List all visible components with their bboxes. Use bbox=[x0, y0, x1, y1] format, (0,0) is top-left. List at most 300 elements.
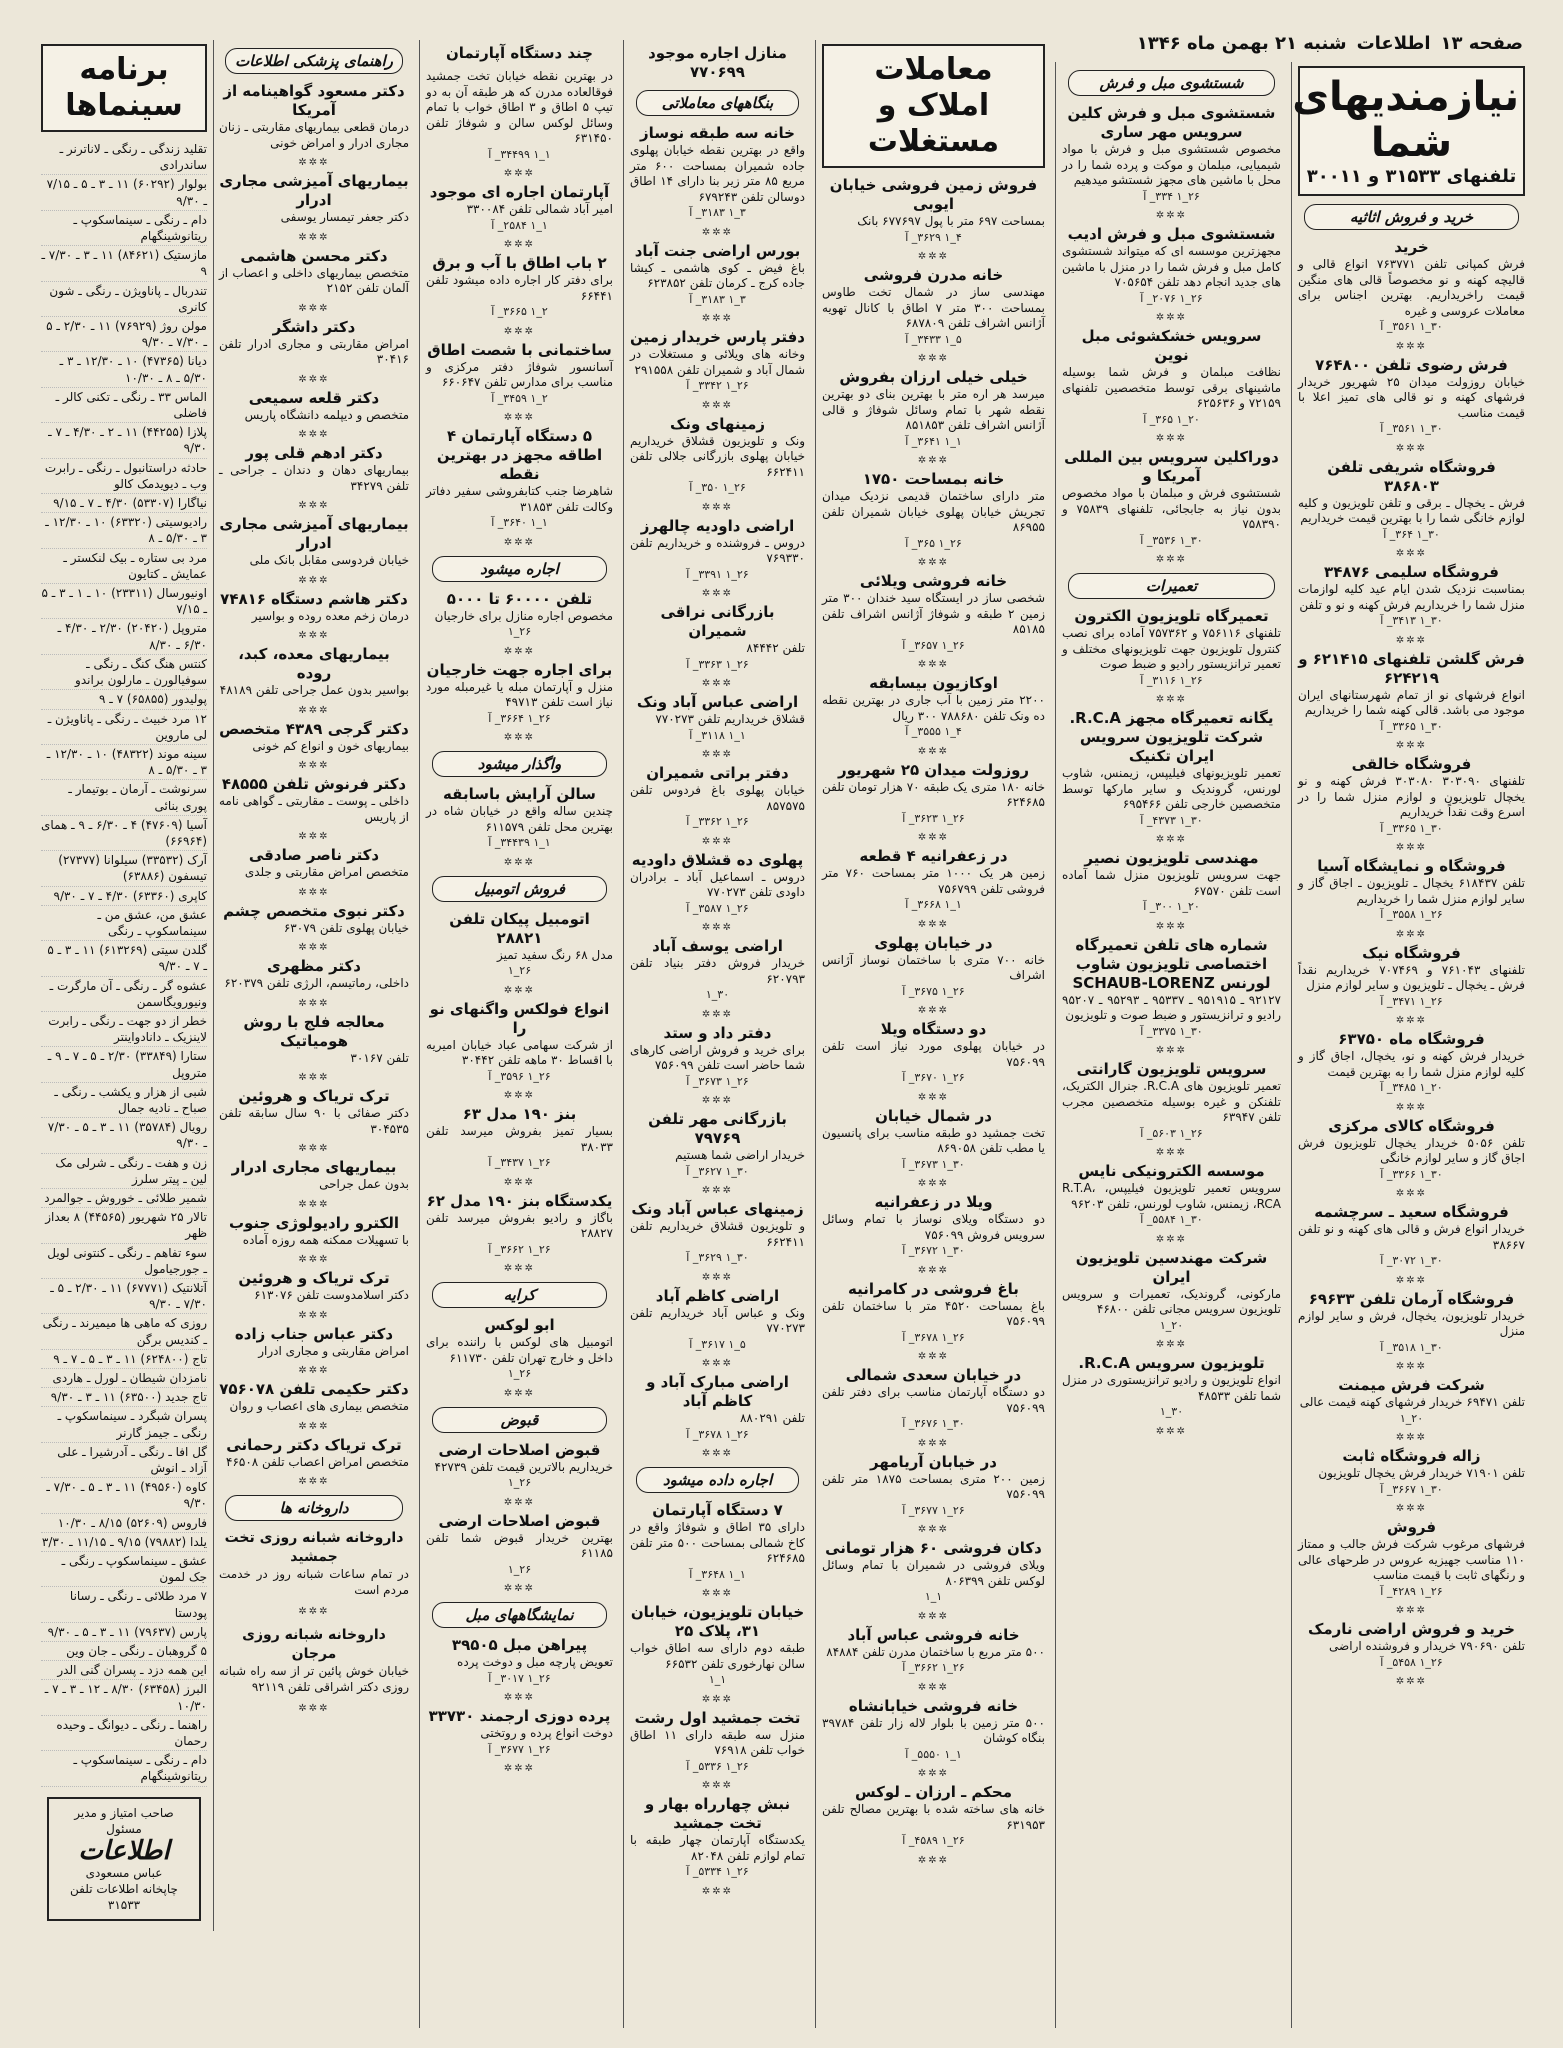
classified-ad bbox=[1298, 1030, 1525, 1096]
ad-title: سرویس خشکشوئی مبل نوین bbox=[1081, 327, 1262, 364]
medical-cinema-split bbox=[41, 40, 409, 1931]
column-land bbox=[623, 40, 811, 2028]
ad-separator: ✲✲✲ bbox=[298, 886, 330, 898]
ad-separator: ✲✲✲ bbox=[917, 1610, 950, 1622]
cinema-line: مرد بی ستاره ـ بیک لنکستر ـ عمایش ـ کتایون bbox=[41, 549, 207, 584]
ad-separator: ✲✲✲ bbox=[1155, 694, 1188, 705]
ad-title: دوراکلین سرویس بین المللی آمریکا و bbox=[1064, 448, 1279, 485]
ad-title: ابو لوکس bbox=[484, 1316, 555, 1334]
ad-body: ویلای فروشی در شمیران با تمام وسائل لوکس تلفن ۸۰۶۳۹۹ bbox=[822, 1558, 1045, 1588]
ad-separator: ✲✲✲ bbox=[917, 1768, 950, 1779]
ad-separator: ✲✲✲ bbox=[1395, 740, 1428, 751]
ad-body: نظافت مبلمان و فرش شما بوسیله ماشینهای برقی توسط متخصصین تلفنهای ۷۲۱۵۹ و ۶۲۵۶۳۶ bbox=[1062, 365, 1281, 410]
section-title-rent: اجاره میشود bbox=[432, 556, 607, 582]
cinema-line: روزی که ماهی ها میمیرند ـ رنگی ـ کندیس برگن bbox=[41, 1314, 207, 1349]
cinema-line: گلدن سیتی (۶۱۳۲۶۹) ۱۱ ـ ۳ ـ ۵ ـ ۷ ـ ۹/۳۰ bbox=[41, 941, 207, 976]
ad-body: شستشوی فرش و مبلمان با مواد مخصوص بدون نیاز به جابجائی، تلفنهای ۷۵۸۳۹ و ۷۵۸۳۹۰ bbox=[1062, 486, 1281, 531]
ad-code: ۲۶_۱ ۳۴۷۱_ آ bbox=[1380, 994, 1443, 1008]
ad-title: بازرگانی نراقی شمیران bbox=[660, 603, 775, 640]
ad-separator: ✲✲✲ bbox=[503, 1176, 536, 1188]
ad-title: خانه فروشی خیابانشاه bbox=[848, 1696, 1019, 1715]
cinema-line: تقلید زندگی ـ رنگی ـ لاناترنر ـ ساندرادی bbox=[41, 140, 207, 175]
cinema-line: عشوه گر ـ رنگی ـ آن مارگرت ـ ونیورویگاسمن bbox=[41, 977, 207, 1012]
ad-code: ۱_۱ ۳۶۴۰_ آ bbox=[491, 516, 548, 529]
ad-title: بیماریهای آمیزشی مجاری ادرار bbox=[219, 172, 409, 209]
cinema-line: پارس (۷۹۶۳۷) ۱۱ ـ ۳ ـ ۵ ـ ۹/۳۰ bbox=[41, 1623, 207, 1642]
section-title-furniture: نمایشگاههای مبل bbox=[432, 1602, 607, 1628]
ad-title: فروشگاه کالای مرکزی bbox=[1328, 1116, 1495, 1135]
cinema-line: پسران شبگرد ـ سینماسکوپ ـ رنگی ـ جیمز گارنر bbox=[41, 1407, 207, 1442]
ad-separator: ✲✲✲ bbox=[1155, 312, 1188, 323]
ad-title: خانه فروشی عباس آباد bbox=[847, 1625, 1020, 1644]
ad-separator: ✲✲✲ bbox=[1395, 1015, 1428, 1026]
ad-separator: ✲✲✲ bbox=[917, 918, 950, 930]
ad-separator: ✲✲✲ bbox=[701, 1693, 734, 1705]
ad-code: ۲۶_۱ ۳۵۸۷_ آ bbox=[686, 901, 749, 915]
cinema-line: تندربال ـ پاناویژن ـ رنگی ـ شون کانری bbox=[41, 282, 207, 317]
ad-separator: ✲✲✲ bbox=[503, 856, 536, 868]
classified-ad bbox=[1298, 1203, 1525, 1269]
ad-body: داخلی، رماتیسم، الرژی تلفن ۶۲۰۳۷۹ bbox=[224, 976, 409, 990]
ad-title: دکتر مظهری bbox=[267, 957, 361, 975]
ad-code: ۲۰_۱ bbox=[1399, 1411, 1424, 1425]
ad-title: داروخانه شبانه روزی تخت جمشید bbox=[224, 1530, 404, 1565]
ad-code: ۳۰_۱ ۳۵۱۸_ آ bbox=[1380, 1340, 1443, 1354]
ad-title: داروخانه شبانه روزی مرجان bbox=[242, 1627, 386, 1662]
ad-body: ۵۰۰ متر مربع با ساختمان مدرن تلفن ۸۴۸۸۴ bbox=[826, 1644, 1045, 1659]
ad-code: ۲۰_۱ bbox=[1159, 1318, 1184, 1332]
ad-title: فرش گلشن تلفنهای ۶۲۱۴۱۵ و ۶۲۴۲۱۹ bbox=[1298, 649, 1525, 687]
ad-separator: ✲✲✲ bbox=[503, 536, 536, 548]
ad-title: خانه مدرن فروشی bbox=[863, 266, 1004, 284]
cinema-line: آتلانتیک (۶۷۷۷۱) ۱۱ ـ ۲/۳۰ ـ ۵ ـ ۷/۳۰ ـ ۹/۳۰ bbox=[41, 1279, 207, 1314]
ad-title: اتومبیل پیکان تلفن ۲۸۸۲۱ bbox=[449, 909, 590, 947]
ad-separator: ✲✲✲ bbox=[503, 645, 536, 657]
ad-separator: ✲✲✲ bbox=[1155, 1339, 1188, 1350]
ad-code: ۳۰_۱ ۳۵۶۱_ آ bbox=[1380, 320, 1443, 333]
ad-code: ۲۶_۱ bbox=[507, 1367, 532, 1380]
issue-date: شنبه ۲۱ بهمن ماه ۱۳۴۶ bbox=[1136, 32, 1347, 54]
ad-title: در زعفرانیه ۴ قطعه bbox=[859, 847, 1008, 865]
section-title-repair: تعمیرات bbox=[1068, 573, 1275, 599]
ad-body: تلفن ۸۸۰۲۹۱ bbox=[739, 1411, 805, 1425]
classified-ad bbox=[426, 1000, 613, 1085]
ad-code: ۳_۱ ۳۱۸۳_ آ bbox=[689, 206, 746, 219]
ad-code: ۲۰_۱ ۳۰۰_ آ bbox=[1143, 900, 1200, 913]
ads-list bbox=[630, 124, 805, 1459]
cinema-line: فاروس (۵۲۶۰۹) ۸/۱۵ ـ ۱۰/۳۰ bbox=[41, 1514, 207, 1533]
ad-code: ۲۶_۱ ۵۶۰۳_ آ bbox=[1140, 1126, 1203, 1140]
ad-body: زمین ۲۰۰ متری بمساحت ۱۸۷۵ متر تلفن ۷۵۶۰۹۹ bbox=[822, 1471, 1045, 1501]
ad-body: مدل ۶۸ رنگ سفید تمیز bbox=[496, 947, 613, 962]
classified-ad bbox=[1298, 857, 1525, 923]
cinema-line: زن و هفت ـ رنگی ـ شرلی مک لین ـ پیتر سلرز bbox=[41, 1154, 207, 1189]
classified-ad bbox=[630, 1024, 805, 1090]
classified-ad bbox=[630, 415, 805, 496]
ad-body: دو دستگاه ویلای نوساز با تمام وسائل سرویس فروش ۷۵۶۰۹۹ bbox=[822, 1212, 1045, 1242]
ad-body: تلفن ۳۰۱۶۷ bbox=[350, 1050, 409, 1065]
ad-body: در بهترین نقطه خیابان تخت جمشید فوقالعاده مدرن که هر طبقه آن به دو تیپ ۵ اطاق و ۳ اطاق خواب با تمام وسائل لوکس سالن و شوفاژ تلفن ۶۳۱۴۵۰ bbox=[426, 69, 613, 145]
classified-ad bbox=[426, 785, 613, 851]
ad-separator: ✲✲✲ bbox=[917, 1005, 950, 1016]
ad-code: ۵_۱ ۳۶۱۷_ آ bbox=[689, 1337, 746, 1351]
ad-code: ۲۶_۱ ۳۶۷۸_ آ bbox=[902, 1330, 965, 1344]
ad-code: ۲۶_۱ bbox=[507, 1476, 532, 1489]
ad-code: ۲۶_۱ ۳۵۹۶_ آ bbox=[488, 1069, 551, 1083]
ad-code: ۲۶_۱ ۳۴۳۷_ آ bbox=[488, 1156, 551, 1169]
ad-body: یکدستگاه آپارتمان چهار طبقه با تمام لوازم تلفن ۸۲۰۴۸ bbox=[630, 1833, 805, 1863]
ad-body: برای دفتر کار اجاره داده میشود تلفن ۶۶۴۴۱ bbox=[426, 273, 613, 303]
ad-body: انواع تلویزیون و رادیو ترانزیستوری در منزل شما تلفن ۴۸۵۳۳ bbox=[1062, 1373, 1281, 1403]
ad-code: ۲۶_۱ ۴۲۸۹_ آ bbox=[1380, 1584, 1443, 1598]
ad-code: ۳۰_۱ ۳۶۶۷_ آ bbox=[1380, 1482, 1443, 1496]
ad-body: خانه ۱۸۰ متری یک طبقه ۷۰ هزار تومان تلفن ۶۲۴۶۸۵ bbox=[822, 779, 1045, 809]
header-info bbox=[1137, 33, 1523, 54]
cinema-line: ستارا (۳۳۸۴۹) ۲/۳۰ ـ ۵ ـ ۷ ـ ۹ ـ متروپل bbox=[41, 1047, 207, 1082]
classified-ad bbox=[630, 328, 805, 394]
ad-separator: ✲✲✲ bbox=[298, 997, 330, 1009]
classified-ad bbox=[219, 515, 409, 569]
ad-separator: ✲✲✲ bbox=[917, 1091, 950, 1103]
classified-ad bbox=[822, 176, 1045, 245]
ad-separator: ✲✲✲ bbox=[1395, 1503, 1428, 1514]
ad-title: اراضی عباس آباد ونک bbox=[636, 693, 799, 711]
ad-body: خیابان خوش پائین تر از سه راه شبانه روزی دکتر اشراقی تلفن ۹۲۱۱۹ bbox=[219, 1664, 409, 1694]
ad-separator: ✲✲✲ bbox=[917, 353, 950, 364]
ad-body: تعویض پارچه مبل و دوخت پرده bbox=[457, 1655, 613, 1669]
ads-list bbox=[426, 1316, 613, 1399]
ad-title: باغ فروشی در کامرانیه bbox=[848, 1279, 1019, 1298]
classified-ad bbox=[426, 1707, 613, 1757]
ad-separator: ✲✲✲ bbox=[298, 500, 330, 511]
ad-separator: ✲✲✲ bbox=[503, 1692, 536, 1703]
ad-body: تلفن ۵۰۵۶ خریدار یخچال تلویزیون فرش اجاق گاز و سایر لوازم خانگی bbox=[1298, 1135, 1525, 1165]
ad-body: خیابان پهلوی تلفن ۶۳۰۷۹ bbox=[283, 920, 409, 935]
ads-list bbox=[426, 1636, 613, 1774]
classified-ad bbox=[1062, 936, 1281, 1040]
ad-title: قبوض اصلاحات ارضی bbox=[438, 1440, 601, 1459]
ad-body: با تسهیلات ممکنه همه روزه آماده bbox=[242, 1232, 409, 1247]
ad-separator: ✲✲✲ bbox=[503, 1496, 536, 1508]
ad-separator: ✲✲✲ bbox=[1155, 433, 1188, 444]
ad-code: ۳۰_۱ ۳۵۳۶_ آ bbox=[1140, 533, 1203, 547]
ads-list bbox=[822, 176, 1045, 1866]
ad-separator: ✲✲✲ bbox=[1155, 210, 1188, 221]
ad-title: پرده دوزی ارجمند ۳۳۷۳۰ bbox=[428, 1707, 611, 1725]
main-banner bbox=[1292, 66, 1525, 196]
logo-owner: عباس مسعودی bbox=[85, 1865, 163, 1880]
ad-body: برای خرید و فروش اراضی کارهای شما حاضر است تلفن ۷۵۶۰۹۹ bbox=[630, 1042, 805, 1072]
ad-title: در خیابان پهلوی bbox=[874, 933, 993, 952]
doctor-list bbox=[219, 82, 409, 1487]
classified-ad bbox=[822, 572, 1045, 653]
ad-body: مخصوص اجاره منازل برای خارجیان bbox=[434, 608, 613, 623]
ad-body: و تلویزیون قشلاق خریداریم تلفن ۶۶۲۴۱۱ bbox=[630, 1219, 805, 1249]
classified-ad bbox=[822, 1366, 1045, 1432]
ad-separator: ✲✲✲ bbox=[1395, 842, 1428, 853]
ad-body: ۲۲۰۰ متر زمین با آب جاری در بهترین نقطه ده ونک تلفن ۷۸۸۶۸۰ ۳۰۰ ریال bbox=[822, 693, 1045, 723]
ad-code: ۲۶_۱ ۳۶۷۷_ آ bbox=[902, 1503, 965, 1517]
ad-title: سالن آرایش باسابقه bbox=[443, 785, 596, 803]
pharmacy-banner: داروخانه ها bbox=[225, 1495, 403, 1521]
ad-separator: ✲✲✲ bbox=[298, 630, 330, 641]
ad-code: ۳۰_۱ ۳۶۷۶_ آ bbox=[902, 1417, 965, 1430]
ad-code: ۲۶_۱ ۳۱۱۶_ آ bbox=[1140, 673, 1203, 687]
classified-ad bbox=[219, 444, 409, 494]
cinema-line: کاوه (۴۹۵۶۰) ۱۱ ـ ۳ ـ ۵ ـ ۷/۳۰ ـ ۹/۳۰ bbox=[41, 1478, 207, 1513]
ad-body: داخلی ـ پوست ـ مقاربتی ـ گواهی نامه از پاریس bbox=[219, 794, 409, 824]
ad-title: دکتر عباس جناب زاده bbox=[234, 1324, 394, 1343]
classified-ad bbox=[219, 1436, 409, 1471]
cinema-line: پولیدور (۶۵۸۵۵) ۷ ـ ۹ bbox=[41, 690, 207, 709]
ad-separator: ✲✲✲ bbox=[1395, 1605, 1428, 1616]
ad-title: روزولت میدان ۲۵ شهریور bbox=[837, 760, 1030, 779]
cinema-line: مازستیک (۸۴۶۲۱) ۱۱ ـ ۳ ـ ۷/۳۰ ـ ۹ bbox=[41, 246, 207, 281]
ad-code: ۳۰_۱ ۴۳۷۳_ آ bbox=[1140, 813, 1203, 827]
ad-body: خانه های ساخته شده با بهترین مصالح تلفن ۶۳۱۹۵۳ bbox=[822, 1802, 1045, 1832]
ad-separator: ✲✲✲ bbox=[917, 1351, 950, 1362]
classified-ad bbox=[219, 1158, 409, 1193]
ad-title: فروشگاه و نمایشگاه آسیا bbox=[1317, 857, 1506, 875]
classified-ad bbox=[219, 846, 409, 881]
classified-ad bbox=[1298, 650, 1525, 735]
ad-title: ۷ دستگاه آپارتمان bbox=[652, 1501, 783, 1519]
ad-title: بازرگانی مهر تلفن ۷۹۷۶۹ bbox=[648, 1110, 787, 1147]
ad-body: تعمیر تلویزیونهای فیلیپس، زیمنس، شاوب لورنس، گروندیک و سایر مارکها توسط متخصصین خارجی تلفن ۶۹۵۴۶۶ bbox=[1062, 766, 1281, 811]
section-title-agencies: بنگاههای معاملاتی bbox=[636, 90, 799, 116]
ad-separator: ✲✲✲ bbox=[503, 1763, 536, 1774]
ad-code: ۲۶_۱ ۳۵۰_ آ bbox=[689, 481, 746, 494]
classified-ad bbox=[630, 1287, 805, 1353]
ad-body: واقع در بهترین نقطه خیابان پهلوی جاده شمیران بمساحت ۶۰۰ متر مربع ۸۵ متر زیر بنا دارای ۱۴ اطاق دوسالن تلفن ۶۷۹۲۴۳ bbox=[630, 143, 805, 204]
ad-title: ۵ دستگاه آپارتمان ۴ اطاقه مجهز در بهترین نقطه bbox=[436, 427, 603, 483]
ad-separator: ✲✲✲ bbox=[503, 1263, 536, 1274]
ad-body: خریدار انواع فرش و قالی های کهنه و نو تلفن ۳۸۶۶۷ bbox=[1298, 1222, 1525, 1252]
ad-separator: ✲✲✲ bbox=[1155, 834, 1188, 845]
ad-body: تلفن ۶۹۴۷۱ خریدار فرشهای کهنه قیمت عالی bbox=[1299, 1395, 1525, 1409]
ad-separator: ✲✲✲ bbox=[1155, 1045, 1188, 1056]
ad-code: ۱_۱ ۳۱۱۸_ آ bbox=[689, 728, 746, 742]
ad-code: ۲۶_۱ ۳۳۶۲_ آ bbox=[686, 815, 749, 828]
section-title-buy: خرید و فروش اثاثیه bbox=[1304, 204, 1519, 230]
cinema-line: خطر از دو جهت ـ رنگی ـ رابرت لاینزیک ـ دانادواینتر bbox=[41, 1012, 207, 1047]
ad-body: میرسد هر اره متر با بهترین بنای دو بهترین نقطه شهر با تمام وسائل شوفاژ و قالی آژانس اشراف تلفن ۸۵۱۸۵۳ bbox=[822, 387, 1045, 432]
ad-title: دکتر ناصر صادقی bbox=[248, 846, 380, 864]
ad-title: تخت جمشید اول رشت bbox=[634, 1708, 801, 1727]
ad-code: ۳۰_۱ ۵۵۸۴_ آ bbox=[1140, 1213, 1203, 1226]
ad-body: امراض مقاربتی و مجاری ادرار تلفن ۳۰۴۱۶ bbox=[219, 336, 409, 366]
ad-code: ۱_۱ ۳۴۴۹۹_ آ bbox=[488, 147, 551, 161]
classified-ad bbox=[1298, 1447, 1525, 1497]
ad-separator: ✲✲✲ bbox=[298, 1143, 330, 1154]
ad-title: ترک تریاک و هروئین bbox=[238, 1087, 390, 1105]
ad-body: در خیابان پهلوی مورد نیاز است تلفن ۷۵۶۰۹۹ bbox=[822, 1039, 1045, 1069]
ad-title: تلفن ۶۰۰۰۰ تا ۵۰۰۰ bbox=[446, 589, 593, 608]
ad-title: دکتر حکیمی تلفن ۷۵۶۰۷۸ bbox=[219, 1380, 409, 1398]
classified-ad bbox=[822, 847, 1045, 913]
ad-title: برای اجاره جهت خارجیان bbox=[426, 660, 613, 679]
ad-body: متخصص بیماری های اعصاب و روان bbox=[229, 1399, 409, 1413]
ad-body: متر دارای ساختمان قدیمی نزدیک میدان تجریش خیابان پهلوی خیابان شمیران تلفن ۸۶۹۵۵ bbox=[822, 489, 1045, 534]
classified-ad bbox=[630, 693, 805, 743]
ad-code: ۳۰_۱ ۳۵۶۱_ آ bbox=[1380, 422, 1443, 435]
ad-title: دکان فروشی ۶۰ هزار تومانی bbox=[825, 1539, 1042, 1557]
ad-code: ۳۰_۱ ۳۳۶۵_ آ bbox=[1380, 821, 1443, 835]
pharmacy-list bbox=[219, 1529, 409, 1717]
ad-body: اتومبیل های لوکس با راننده برای داخل و خارج تهران تلفن ۶۱۱۷۳۰ bbox=[426, 1335, 613, 1365]
ad-body: منزل سه طبقه دارای ۱۱ اطاق خواب تلفن ۷۶۹۱۸ bbox=[630, 1727, 805, 1757]
ad-title: دکتر گرجی ۴۳۸۹ متخصص bbox=[219, 719, 409, 738]
ads-list bbox=[1298, 238, 1525, 1687]
cinema-line: تالار ۲۵ شهریور (۴۴۵۶۵) ۸ بعداز ظهر bbox=[41, 1208, 207, 1243]
classified-ad bbox=[630, 1795, 805, 1880]
classified-ad bbox=[1298, 458, 1525, 543]
ad-title: تلویزیون سرویس R.C.A. bbox=[1078, 1354, 1265, 1372]
ad-separator: ✲✲✲ bbox=[298, 429, 330, 440]
ad-body: زمین هر یک ۱۰۰۰ متر بمساحت ۷۶۰ متر فروشی تلفن ۷۵۶۷۹۹ bbox=[822, 866, 1045, 896]
ad-separator: ✲✲✲ bbox=[701, 1008, 734, 1020]
classified-ad bbox=[1062, 849, 1281, 915]
ad-separator: ✲✲✲ bbox=[1155, 1425, 1188, 1437]
classified-ad bbox=[426, 341, 613, 407]
ad-separator: ✲✲✲ bbox=[701, 313, 734, 324]
ad-title: دفتر داد و ستد bbox=[663, 1023, 772, 1042]
ad-body: خیابان فردوسی مقابل بانک ملی bbox=[249, 553, 409, 567]
classified-ad bbox=[630, 1709, 805, 1775]
ad-code: ۲۶_۱ ۳۳۴_ آ bbox=[1143, 189, 1200, 203]
ad-separator: ✲✲✲ bbox=[298, 1072, 330, 1083]
ad-body: تلفن ۸۴۴۴۲ bbox=[746, 641, 805, 655]
classified-ad bbox=[219, 590, 409, 625]
section-title-cars: فروش اتومبیل bbox=[432, 876, 607, 902]
ad-title: انواع فولکس واگنهای نو را bbox=[429, 999, 610, 1037]
ad-title: شرکت مهندسین تلویزیون ایران bbox=[1075, 1248, 1268, 1286]
cinema-line: تاج جدید (۶۳۵۰۰) ۱۱ ـ ۳ ـ ۹/۳۰ bbox=[41, 1388, 207, 1407]
cinema-line: اونیورسال (۲۳۳۱۱) ۱۰ ـ ۱ ـ ۳ ـ ۵ ـ ۷/۱۵ bbox=[41, 584, 207, 619]
cinema-line: ۷ مرد طلائی ـ رنگی ـ رسانا پودستا bbox=[41, 1587, 207, 1622]
ad-body: جهت سرویس تلویزیون منزل شما آماده است تلفن ۶۷۵۷۰ bbox=[1062, 868, 1281, 898]
ad-code: ۱_۱ bbox=[708, 1673, 727, 1686]
classified-ad bbox=[426, 254, 613, 320]
ad-title: خرید bbox=[1394, 238, 1429, 256]
ad-body: بهترین خریدار قبوض شما تلفن ۶۱۱۸۵ bbox=[426, 1530, 613, 1560]
classified-ad bbox=[219, 645, 409, 699]
ad-separator: ✲✲✲ bbox=[701, 835, 734, 847]
classified-ad bbox=[1062, 1354, 1281, 1420]
classified-ad bbox=[822, 934, 1045, 1000]
ad-separator: ✲✲✲ bbox=[701, 678, 734, 689]
ad-title: یکدستگاه بنز ۱۹۰ مدل ۶۲ bbox=[426, 1191, 613, 1210]
ad-title: ساختمانی با شصت اطاق bbox=[427, 340, 612, 359]
main-banner-title: نیازمندیهای شما bbox=[1292, 74, 1519, 166]
cinema-line: سینه موند (۴۸۳۲۲) ۱۰ ـ ۱۲/۳۰ ـ ۳ ـ ۵/۳۰ ـ ۸ bbox=[41, 745, 207, 780]
ad-code: ۱_۱ ۳۶۶۸_ آ bbox=[905, 898, 962, 911]
ad-code: ۲۶_۱ ۳۵۵۸_ آ bbox=[1380, 908, 1443, 921]
medical-directory bbox=[213, 40, 409, 1931]
ad-separator: ✲✲✲ bbox=[701, 1780, 734, 1791]
cinema-line: شمیر طلائی ـ خوروش ـ جوالمرد bbox=[41, 1189, 207, 1208]
ad-separator: ✲✲✲ bbox=[701, 588, 734, 599]
ad-body: تخت جمشید دو طبقه مناسب برای پانسیون یا مطب تلفن ۸۶۹۰۵۸ bbox=[822, 1125, 1045, 1155]
ad-title: ویلا در زعفرانیه bbox=[874, 1193, 993, 1211]
ad-separator: ✲✲✲ bbox=[1395, 928, 1428, 940]
classified-ad bbox=[630, 1110, 805, 1179]
ad-title: شرکت فرش میمنت bbox=[1338, 1376, 1485, 1394]
classified-ad bbox=[426, 1512, 613, 1578]
ad-code: ۲۶_۱ ۳۰۱۷_ آ bbox=[488, 1671, 551, 1685]
ad-title: یگانه تعمیرگاه مجهز R.C.A. شرکت تلویزیون سرویس ایران تکنیک bbox=[1069, 709, 1274, 765]
classified-ad bbox=[219, 247, 409, 297]
ad-separator: ✲✲✲ bbox=[701, 1185, 734, 1196]
classified-ad bbox=[1298, 755, 1525, 836]
classified-ad bbox=[822, 1626, 1045, 1676]
ad-separator: ✲✲✲ bbox=[298, 157, 330, 168]
classified-ad bbox=[630, 851, 805, 917]
section-title-deeds: قبوض bbox=[432, 1407, 607, 1433]
classified-ad bbox=[822, 368, 1045, 449]
ad-body: مخصوص شستشوی مبل و فرش با مواد شیمیایی، مبلمان و موکت و پرده شما را در محل با ماشین های مجهز شستشو میدهیم bbox=[1062, 142, 1281, 187]
ad-separator: ✲✲✲ bbox=[917, 557, 950, 568]
classified-ad bbox=[219, 720, 409, 755]
publisher-logo bbox=[47, 1797, 201, 1921]
ad-body: بمناسبت نزدیک شدن ایام عید کلیه لوازمات منزل شما را خریداریم فرش کهنه و نو و تلفن bbox=[1298, 582, 1525, 612]
classified-ad bbox=[1062, 448, 1281, 548]
cinema-line: شبی از هزار و یکشب ـ رنگی ـ صباح ـ نادیه جمال bbox=[41, 1083, 207, 1118]
cinema-line: دام ـ رنگی ـ سینماسکوپ ـ ریتانوشینگهام bbox=[41, 211, 207, 246]
ad-title: دکتر نبوی متخصص چشم bbox=[223, 901, 405, 920]
ad-body: خانه ۷۰۰ متری با ساختمان نوساز آژانس اشراف bbox=[822, 952, 1045, 982]
classified-ad bbox=[219, 902, 409, 937]
classified-ad bbox=[1298, 1117, 1525, 1183]
ad-title: الکترو رادیولوژی جنوب bbox=[228, 1213, 400, 1232]
ad-title: فروشگاه سلیمی ۳۴۸۷۶ bbox=[1324, 563, 1499, 581]
ads-list bbox=[426, 1441, 613, 1595]
ad-separator: ✲✲✲ bbox=[1395, 1361, 1428, 1372]
ad-body: شاهرضا جنب کتابفروشی سفیر دفاتر وکالت تلفن ۳۱۸۵۳ bbox=[426, 484, 613, 514]
classified-ad bbox=[219, 1325, 409, 1360]
ad-body: منزل و آپارتمان مبله یا غیرمبله مورد نیاز است تلفن ۴۹۷۱۳ bbox=[426, 679, 613, 709]
ad-body: بیماریهای خون و انواع کم خونی bbox=[252, 738, 409, 753]
classified-ad bbox=[219, 1013, 409, 1067]
classified-ad bbox=[219, 82, 409, 151]
ad-code: ۴_۱ ۳۵۵۵_ آ bbox=[905, 725, 962, 738]
ad-separator: ✲✲✲ bbox=[298, 1703, 330, 1714]
ad-body: درمان زخم معده روده و بواسیر bbox=[251, 608, 409, 623]
ad-body: خیابان روزولت میدان ۲۵ شهریور خریدار فرشهای کهنه و نو قالی های تمیز اعلا با قیمت مناسب bbox=[1298, 374, 1526, 420]
ad-separator: ✲✲✲ bbox=[298, 302, 330, 314]
ad-body: تلفنهای ۳۰۳۰۹۰ ۳۰۳۰۸۰ فرش کهنه و نو یخچال تلویزیون و لوازم منزل شما را در اسرع وقت نقداً خریداریم bbox=[1298, 774, 1525, 819]
cinema-line: متروپل (۲۰۴۲۰) ۲/۳۰ ـ ۴/۳۰ ـ ۶/۳۰ ـ ۸/۳۰ bbox=[41, 619, 207, 654]
ad-body: دکتر اسلامدوست تلفن ۶۱۳۰۷۶ bbox=[254, 1288, 409, 1302]
ad-code: ۲۶_۱ ۵۴۵۸_ آ bbox=[1380, 1655, 1443, 1669]
classified-ad bbox=[1298, 356, 1525, 437]
classified-ad bbox=[1062, 1162, 1281, 1228]
ad-title: شستشوی مبل و فرش ادیب bbox=[1067, 225, 1276, 243]
main-banner-phones: تلفنهای ۳۱۵۳۳ و ۳۰۰۱۱ bbox=[1306, 166, 1517, 187]
ad-body: امراض مقاربتی و مجاری ادرار bbox=[258, 1343, 409, 1358]
ad-body: تلفن ۷۱۹۰۱ خریدار فرش یخچال تلویزیون bbox=[1318, 1466, 1525, 1480]
ad-code: ۲۰_۱ ۳۶۵_ آ bbox=[1143, 412, 1200, 426]
ad-code: ۳۰_۱ ۳۳۷۵_ آ bbox=[1140, 1024, 1203, 1038]
ad-body: متخصص امراض اعصاب تلفن ۴۶۵۰۸ bbox=[226, 1454, 409, 1469]
ad-body: درمان قطعی بیماریهای مقاربتی ـ زنان مجاری ادرار و امراض خونی bbox=[219, 120, 409, 150]
ad-separator: ✲✲✲ bbox=[1395, 1432, 1428, 1443]
ad-code: ۳۰_۱ bbox=[705, 988, 730, 1001]
cinema-line: ۵ گروهبان ـ رنگی ـ جان وین bbox=[41, 1642, 207, 1661]
ad-separator: ✲✲✲ bbox=[1395, 340, 1428, 352]
cinema-line: نیاگارا (۵۳۳۰۷) ۴/۳۰ ـ ۷ ـ ۹/۱۵ bbox=[41, 494, 207, 513]
cinema-line: دام ـ رنگی ـ سینماسکوپ ـ ریتانوشینگهام bbox=[41, 1751, 207, 1786]
